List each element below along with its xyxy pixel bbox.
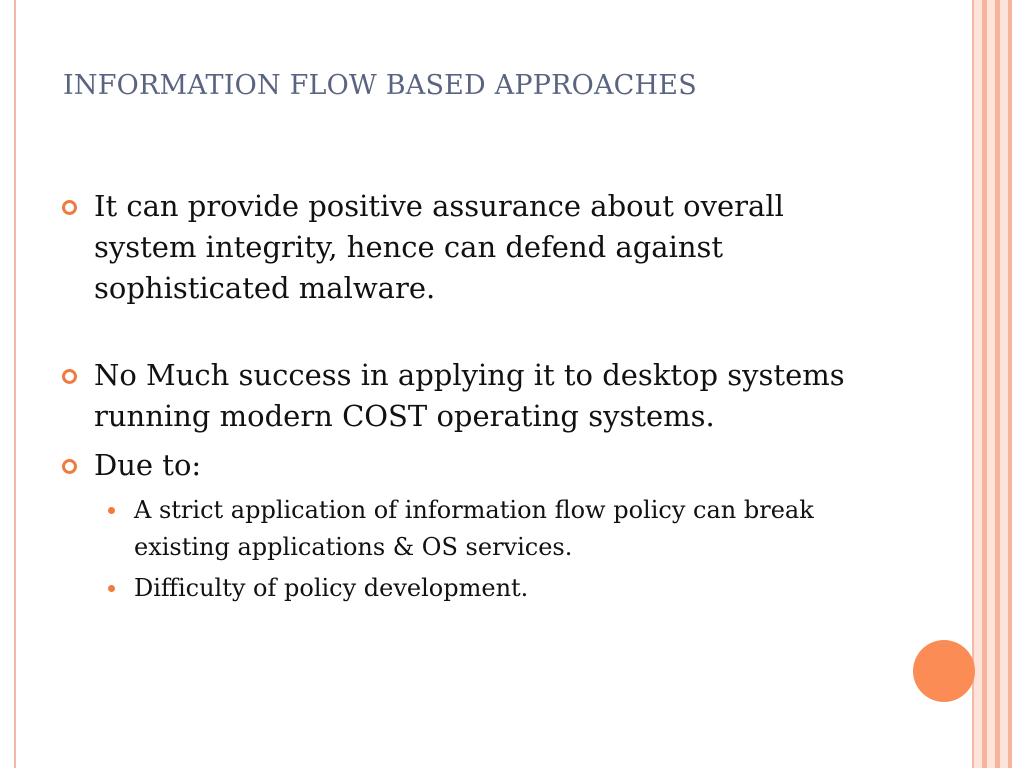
bullet-text: It can provide positive assurance about overall system integrity, hence can defend against sophisticated malware. — [94, 189, 784, 305]
stripe — [987, 0, 995, 768]
decorative-orange-circle — [913, 640, 975, 702]
sub-bullet-text: A strict application of information flow policy can break existing applications & OS services. — [134, 496, 814, 561]
bullet-text: Due to: — [94, 448, 202, 482]
left-border-line — [14, 0, 16, 768]
right-decorative-stripes — [972, 0, 1024, 768]
stripe — [1000, 0, 1008, 768]
dot-bullet-icon — [108, 585, 115, 592]
sub-bullet-item — [58, 570, 878, 607]
bullet-item — [58, 355, 878, 437]
dot-bullet-icon — [108, 507, 115, 514]
sub-bullet-item — [58, 492, 878, 566]
bullet-item — [58, 445, 878, 486]
circle-bullet-icon — [62, 200, 77, 215]
circle-bullet-icon — [62, 369, 77, 384]
bullet-item — [58, 186, 878, 309]
bullet-text: No Much success in applying it to desktop systems running modern COST operating systems. — [94, 358, 845, 433]
stripe — [1012, 0, 1024, 768]
stripe — [974, 0, 982, 768]
slide-title: INFORMATION FLOW BASED APPROACHES — [63, 70, 697, 101]
slide-content — [58, 186, 878, 607]
sub-bullet-text: Difficulty of policy development. — [134, 574, 529, 602]
circle-bullet-icon — [62, 459, 77, 474]
